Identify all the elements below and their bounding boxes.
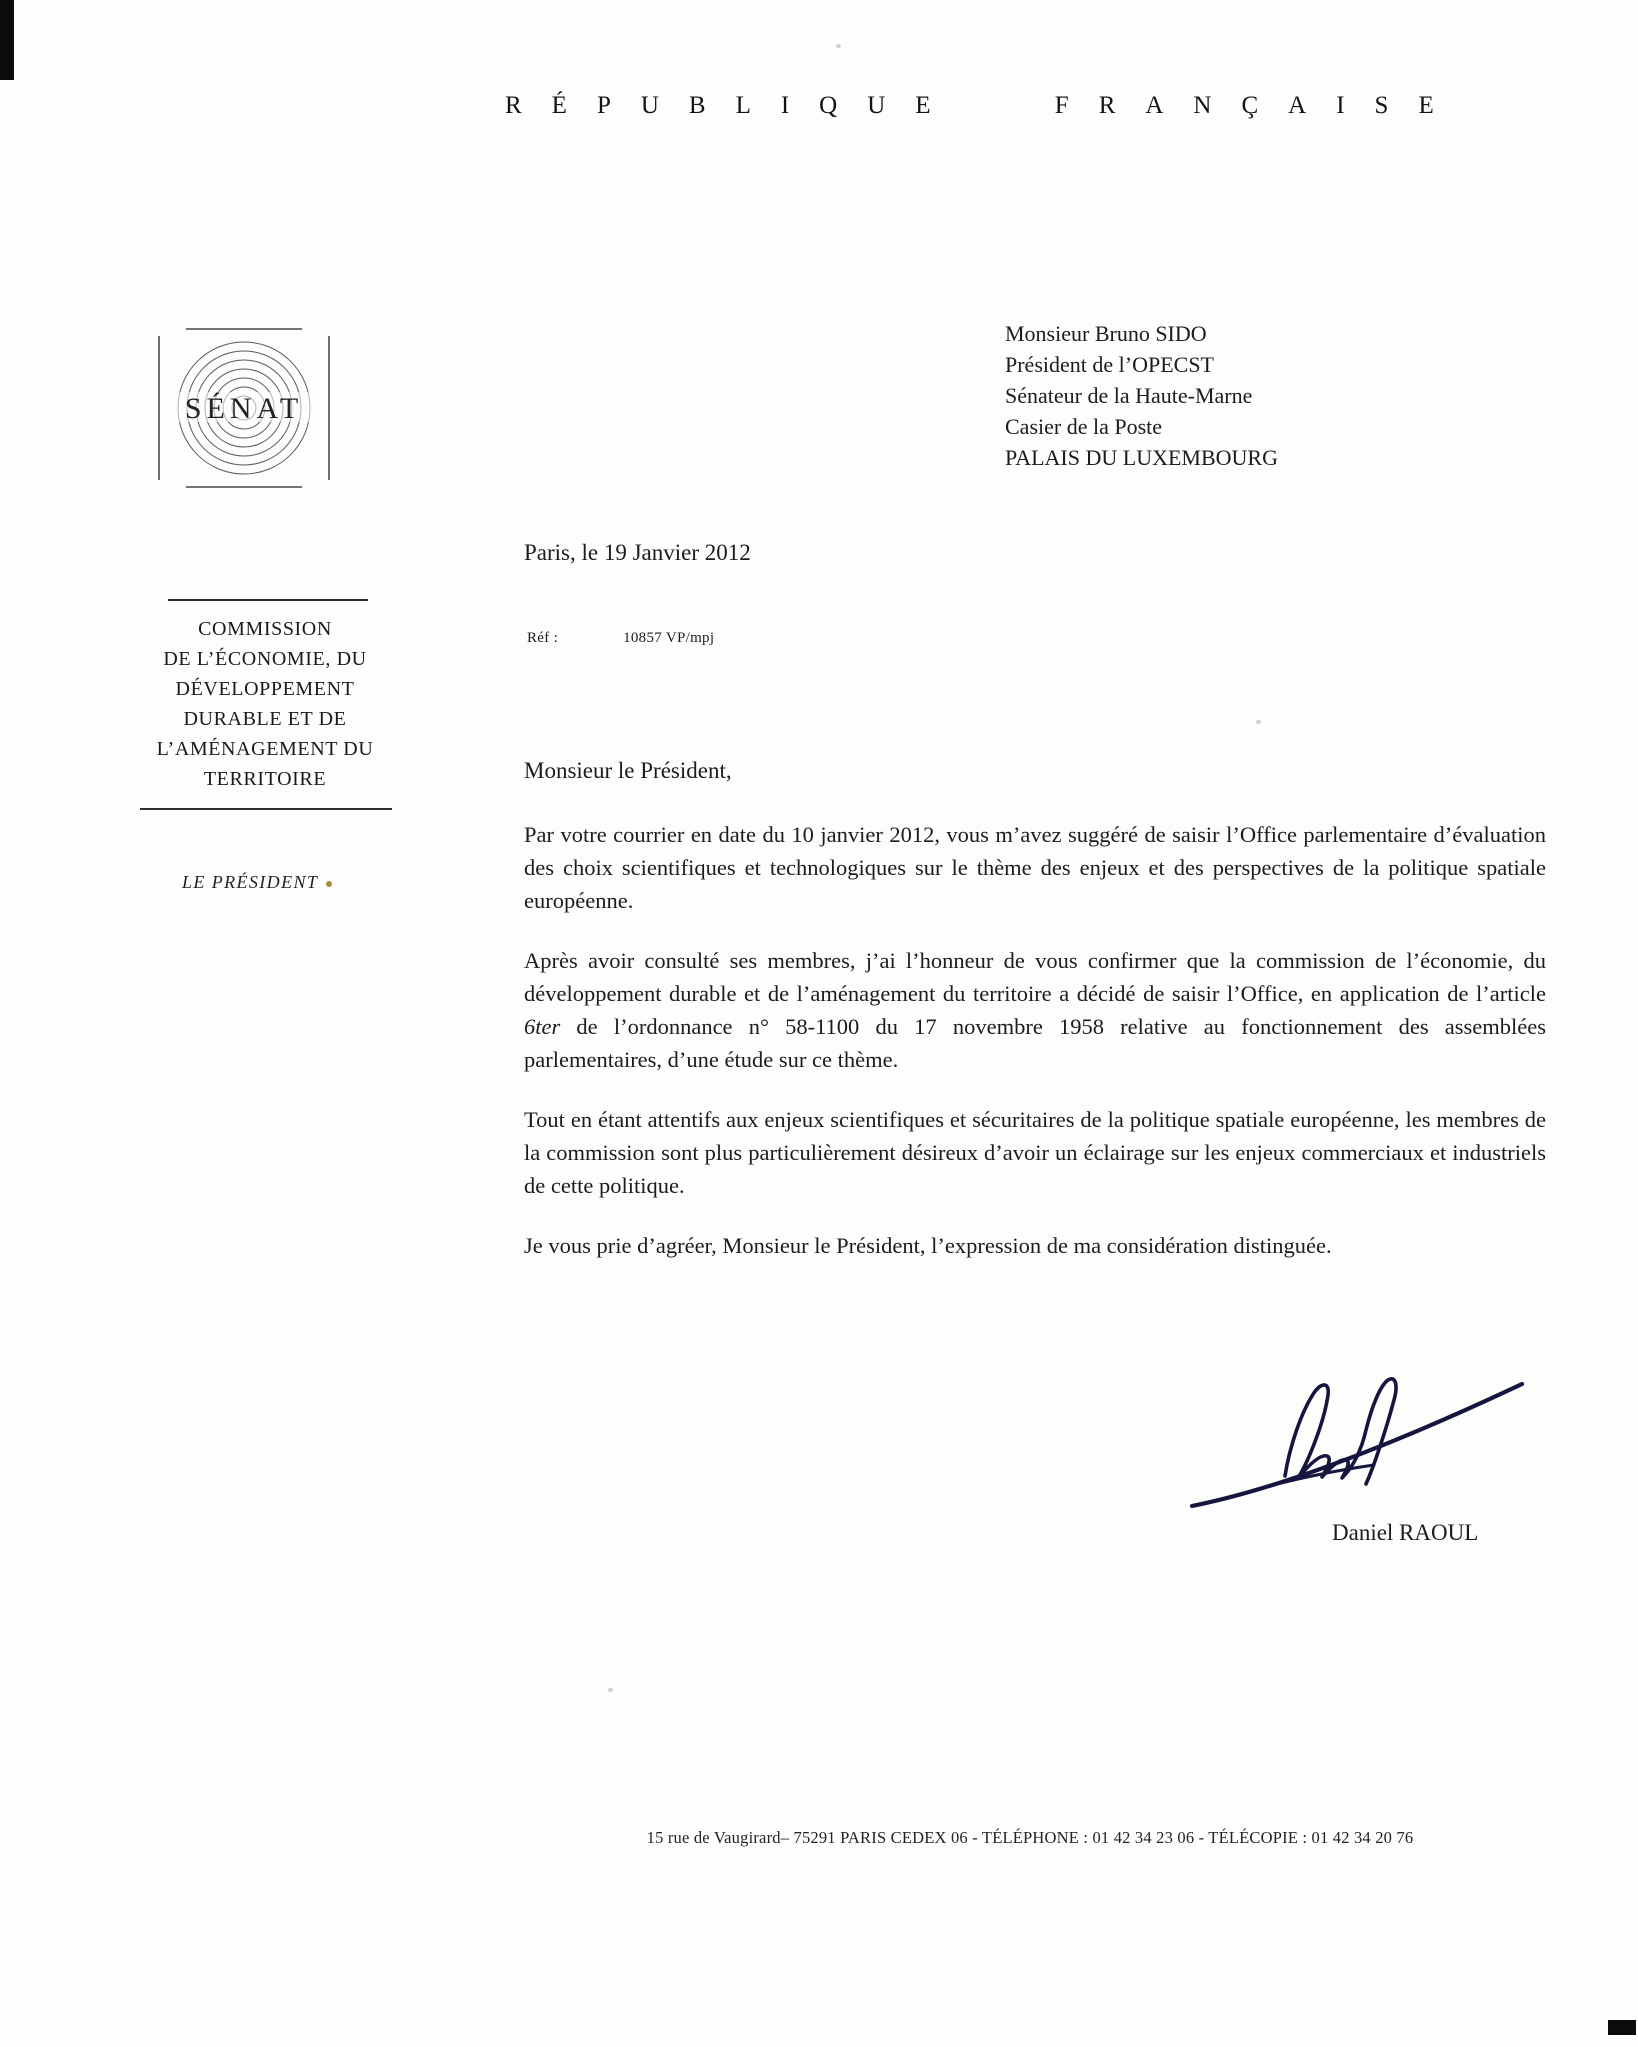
recipient-line: Casier de la Poste <box>1005 414 1163 439</box>
scan-speck <box>1256 720 1261 724</box>
commission-rule-top <box>168 599 368 601</box>
president-label-text: LE PRÉSIDENT <box>182 872 319 892</box>
senat-emblem-icon <box>156 326 332 490</box>
recipient-line: PALAIS DU LUXEMBOURG <box>1005 445 1278 470</box>
signer-name: Daniel RAOUL <box>1332 1520 1479 1545</box>
republique-francaise-header: RÉPUBLIQUE FRANÇAISE <box>505 92 1464 119</box>
salutation: Monsieur le Président, <box>524 758 732 783</box>
reference-label: Réf : <box>527 630 559 646</box>
scan-artifact-bottom-right <box>1608 2020 1636 2035</box>
commission-line: DURABLE ET DE <box>183 708 347 730</box>
president-label <box>182 872 332 893</box>
letter-body <box>524 818 1546 1289</box>
senat-logo-text: SÉNAT <box>184 392 304 425</box>
commission-line: TERRITOIRE <box>203 768 327 790</box>
paragraph-2-pre: Après avoir consulté ses membres, j’ai l’honneur de vous confirmer que la commission de l’économie, du développement durable et de l’aménagement du territoire a décidé de saisir l’Office, en application de l’article <box>524 948 1546 1006</box>
commission-rule-bottom <box>140 808 392 810</box>
recipient-line: Sénateur de la Haute-Marne <box>1005 383 1253 408</box>
signature-scribble <box>1182 1372 1534 1524</box>
scan-speck <box>608 1688 613 1692</box>
paragraph-1: Par votre courrier en date du 10 janvier 2012, vous m’avez suggéré de saisir l’Office parlementaire d’évaluation des choix scientifiques et technologiques sur le thème des enjeux et des perspectives de la politique spatiale européenne. <box>524 822 1546 913</box>
paragraph-4: Je vous prie d’agréer, Monsieur le Président, l’expression de ma considération distinguée. <box>524 1233 1332 1258</box>
date-line: Paris, le 19 Janvier 2012 <box>524 540 751 565</box>
commission-line: COMMISSION <box>198 618 332 640</box>
senat-logo <box>156 326 332 490</box>
paragraph-2-article-ref: 6ter <box>524 1014 561 1039</box>
paragraph-2 <box>524 944 1546 1076</box>
recipient-line: Président de l’OPECST <box>1005 352 1214 377</box>
footer-address: 15 rue de Vaugirard– 75291 PARIS CEDEX 06 - TÉLÉPHONE : 01 42 34 23 06 - TÉLÉCOPIE : 01 42 34 20 76 <box>646 1828 1414 1847</box>
commission-line: L’AMÉNAGEMENT DU <box>156 738 374 760</box>
scan-artifact-top-left <box>0 0 14 80</box>
recipient-line: Monsieur Bruno SIDO <box>1005 321 1207 346</box>
commission-line: DE L’ÉCONOMIE, DU <box>163 648 367 670</box>
ink-speck <box>326 881 332 887</box>
reference-value: 10857 VP/mpj <box>623 630 715 646</box>
reference-row <box>527 630 714 647</box>
commission-block <box>92 614 438 794</box>
scan-speck <box>836 44 841 48</box>
paragraph-3: Tout en étant attentifs aux enjeux scientifiques et sécuritaires de la politique spatiale européenne, les membres de la commission sont plus particulièrement désireux d’avoir un éclairage sur les enjeux commerciaux et industriels de cette politique. <box>524 1107 1546 1198</box>
recipient-block <box>1005 318 1278 473</box>
paragraph-2-post: de l’ordonnance n° 58-1100 du 17 novembre 1958 relative au fonctionnement des assemblées parlementaires, d’une étude sur ce thème. <box>524 1014 1546 1072</box>
commission-line: DÉVELOPPEMENT <box>175 678 355 700</box>
